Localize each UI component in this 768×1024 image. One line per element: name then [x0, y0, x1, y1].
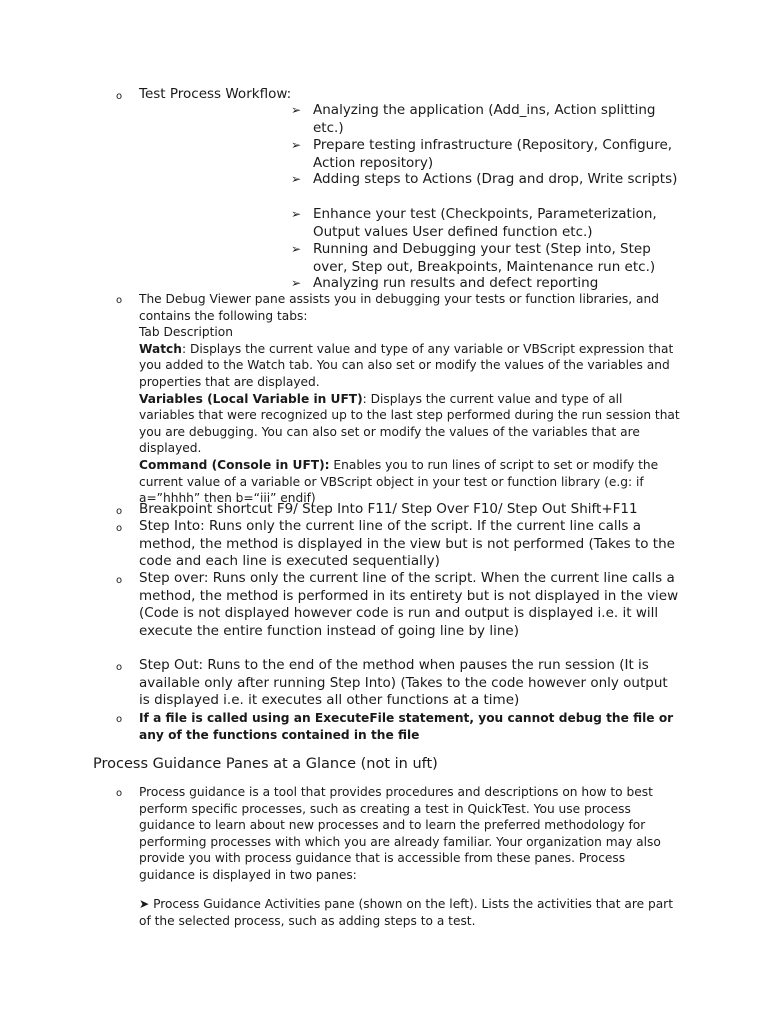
step-over-description: Step over: Runs only the current line of the script. When the current line calls a method, the method is performed in its entirety but is not displayed in the view (Code is not displayed however code is run and output is displayed i.e. it will execute the entire function instead of going line by line): [139, 570, 679, 639]
executefile-note: If a file is called using an ExecuteFile statement, you cannot debug the file or any of the functions contained in the file: [139, 711, 674, 742]
breakpoint-shortcuts: Breakpoint shortcut F9/ Step Into F11/ Step Over F10/ Step Out Shift+F11: [139, 501, 638, 517]
bullet-icon: o: [116, 91, 123, 102]
step-out-description: Step Out: Runs to the end of the method when pauses the run session (It is available only after running Step Into) (Takes to the code however only output is displayed i.e. it executes all other functions at a time): [139, 657, 668, 708]
arrow-bullet-icon: ➢: [291, 207, 302, 221]
arrow-bullet-icon: ➢: [291, 242, 302, 256]
bullet-icon: o: [116, 662, 123, 673]
bullet-icon: o: [116, 506, 123, 517]
workflow-step: Prepare testing infrastructure (Repository, Configure, Action repository): [313, 137, 673, 171]
tab-description: Tab Description: [139, 325, 233, 340]
workflow-step: Running and Debugging your test (Step into, Step over, Step out, Breakpoints, Maintenance run etc.): [313, 241, 656, 275]
debug-viewer-block: [139, 291, 680, 507]
arrow-bullet-icon: ➢: [291, 276, 302, 290]
activities-pane-description: ➤ Process Guidance Activities pane (shown on the left). Lists the activities that are part of the selected process, such as adding steps to a test.: [139, 897, 673, 928]
arrow-bullet-icon: ➢: [291, 138, 302, 152]
watch-label: Watch: [139, 341, 182, 356]
debug-intro: The Debug Viewer pane assists you in debugging your tests or function libraries, and contains the following tabs:: [139, 292, 659, 323]
variables-label: Variables (Local Variable in UFT): [139, 391, 363, 406]
arrow-bullet-icon: ➢: [291, 172, 302, 186]
bullet-icon: o: [116, 714, 123, 725]
bullet-icon: o: [116, 575, 123, 586]
step-into-description: Step Into: Runs only the current line of the script. If the current line calls a method, the method is displayed in the view but is not performed (Takes to the code and each line is executed sequentially): [139, 518, 675, 569]
workflow-step: Enhance your test (Checkpoints, Parameterization, Output values User defined function etc.): [313, 206, 657, 240]
command-description: Command (Console in UFT): Enables you to run lines of script to set or modify the current value of a variable or VBScript object in your test or function library (e.g: if a=”hhhh” then b=“iii” endif): [139, 457, 659, 506]
variables-description: Variables (Local Variable in UFT): Displays the current value and type of all variables that were recognized up to the last step performed during the run session that you are debugging. You can also set or modify the values of the variables that are displayed.: [139, 391, 680, 456]
bullet-icon: o: [116, 788, 123, 799]
workflow-title: Test Process Workflow:: [139, 86, 292, 102]
process-guidance-paragraph: Process guidance is a tool that provides procedures and descriptions on how to best perform specific processes, such as creating a test in QuickTest. You use process guidance to learn about new processes and to learn the preferred methodology for performing processes with which you are already familiar. Your organization may also provide you with process guidance that is accessible from these panes. Process guidance is displayed in two panes:: [139, 785, 661, 882]
section-heading: Process Guidance Panes at a Glance (not in uft): [93, 756, 438, 772]
workflow-step: Analyzing the application (Add_ins, Action splitting etc.): [313, 102, 656, 136]
bullet-icon: o: [116, 523, 123, 534]
bullet-icon: o: [116, 295, 123, 306]
arrow-bullet-icon: ➢: [291, 103, 302, 117]
workflow-step: Analyzing run results and defect reporting: [313, 275, 599, 291]
command-label: Command (Console in UFT):: [139, 457, 330, 472]
workflow-step: Adding steps to Actions (Drag and drop, Write scripts): [313, 171, 678, 187]
watch-description: Watch: Displays the current value and type of any variable or VBScript expression that you added to the Watch tab. You can also set or modify the values of the variables and properties that are displayed.: [139, 341, 674, 389]
